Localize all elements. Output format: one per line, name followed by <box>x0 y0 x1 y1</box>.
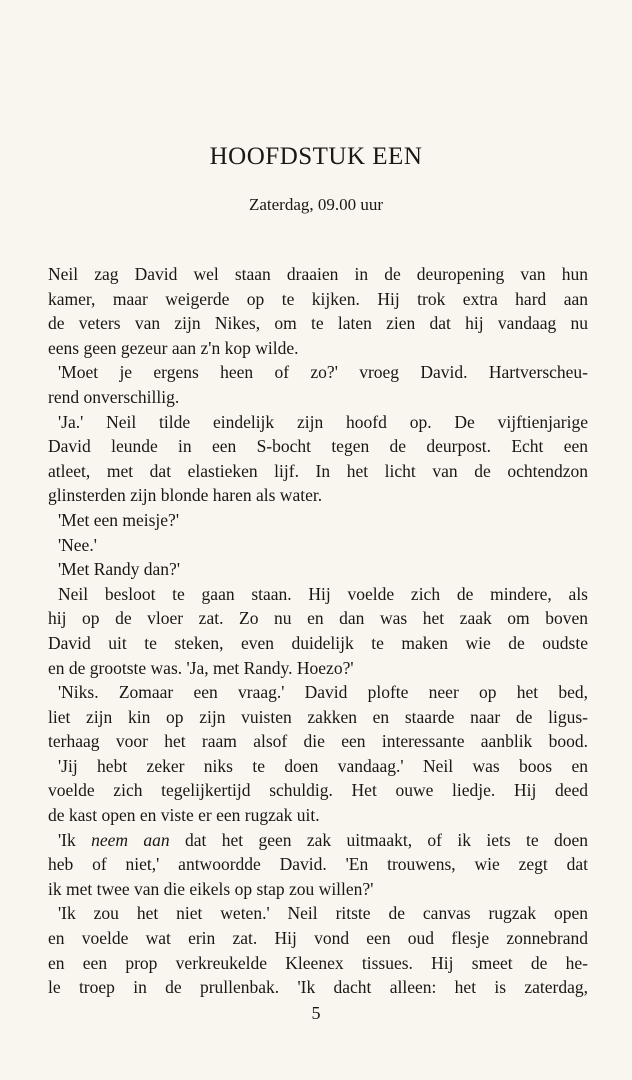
text-line: ik met twee van die eikels op stap zou willen?' <box>48 878 374 899</box>
text-line: liet zijn kin op zijn vuisten zakken en staarde naar de ligus- <box>48 706 588 727</box>
text-line: hij op de vloer zat. Zo nu en dan was het zaak om boven <box>48 608 588 629</box>
text-line: terhaag voor het raam alsof die een interessante aanblik bood. <box>48 731 588 752</box>
text-line: 'Jij hebt zeker niks te doen vandaag.' Neil was boos en <box>58 755 588 776</box>
text-line: 'Ja.' Neil tilde eindelijk zijn hoofd op. De vijftienjarige <box>58 411 588 432</box>
text-line: heb of niet,' antwoordde David. 'En trouwens, wie zegt dat <box>48 854 588 875</box>
text-line: David leunde in een S-bocht tegen de deurpost. Echt een <box>48 436 588 457</box>
text-line: en de grootste was. 'Ja, met Randy. Hoezo?' <box>48 657 354 678</box>
page-number: 5 <box>311 1003 321 1023</box>
text-line: voelde zich tegelijkertijd schuldig. Het ouwe liedje. Hij deed <box>48 780 588 801</box>
text-line: 'Ik zou het niet weten.' Neil ritste de canvas rugzak open <box>58 903 588 924</box>
text-line: Neil zag David wel staan draaien in de deuropening van hun <box>48 264 588 284</box>
text-line: 'Met een meisje?' <box>58 509 179 530</box>
text-line: en voelde wat erin zat. Hij vond een oud flesje zonnebrand <box>48 928 588 949</box>
text-line: eens geen gezeur aan z'n kop wilde. <box>48 337 299 358</box>
text-line: rend onverschillig. <box>48 386 180 407</box>
text-line: Neil besloot te gaan staan. Hij voelde zich de mindere, als <box>58 583 588 604</box>
text-line: atleet, met dat elastieken lijf. In het licht van de ochtendzon <box>48 460 588 481</box>
text-line: kamer, maar weigerde op te kijken. Hij trok extra hard aan <box>48 288 588 309</box>
text-line: 'Niks. Zomaar een vraag.' David plofte neer op het bed, <box>58 682 588 703</box>
text-line: 'Moet je ergens heen of zo?' vroeg David. Hartverscheu- <box>58 362 588 383</box>
text-line: glinsterden zijn blonde haren als water. <box>48 485 323 506</box>
text-line: de veters van zijn Nikes, om te laten zien dat hij vandaag nu <box>48 313 588 334</box>
text-line: de kast open en viste er een rugzak uit. <box>48 805 320 826</box>
text-line: 'Ik neem aan dat het geen zak uitmaakt, of ik iets te doen <box>58 829 588 850</box>
text-line: en een prop verkreukelde Kleenex tissues. Hij smeet de he- <box>48 952 588 973</box>
chapter-title: HOOFDSTUK EEN <box>209 143 423 170</box>
chapter-subheading: Zaterdag, 09.00 uur <box>248 195 384 214</box>
text-line: 'Nee.' <box>58 534 97 555</box>
text-line: le troep in de prullenbak. 'Ik dacht alleen: het is zaterdag, <box>48 977 588 998</box>
body-text <box>48 262 588 1000</box>
text-line: David uit te steken, even duidelijk te maken wie de oudste <box>48 632 588 653</box>
text-line: 'Met Randy dan?' <box>58 559 180 580</box>
